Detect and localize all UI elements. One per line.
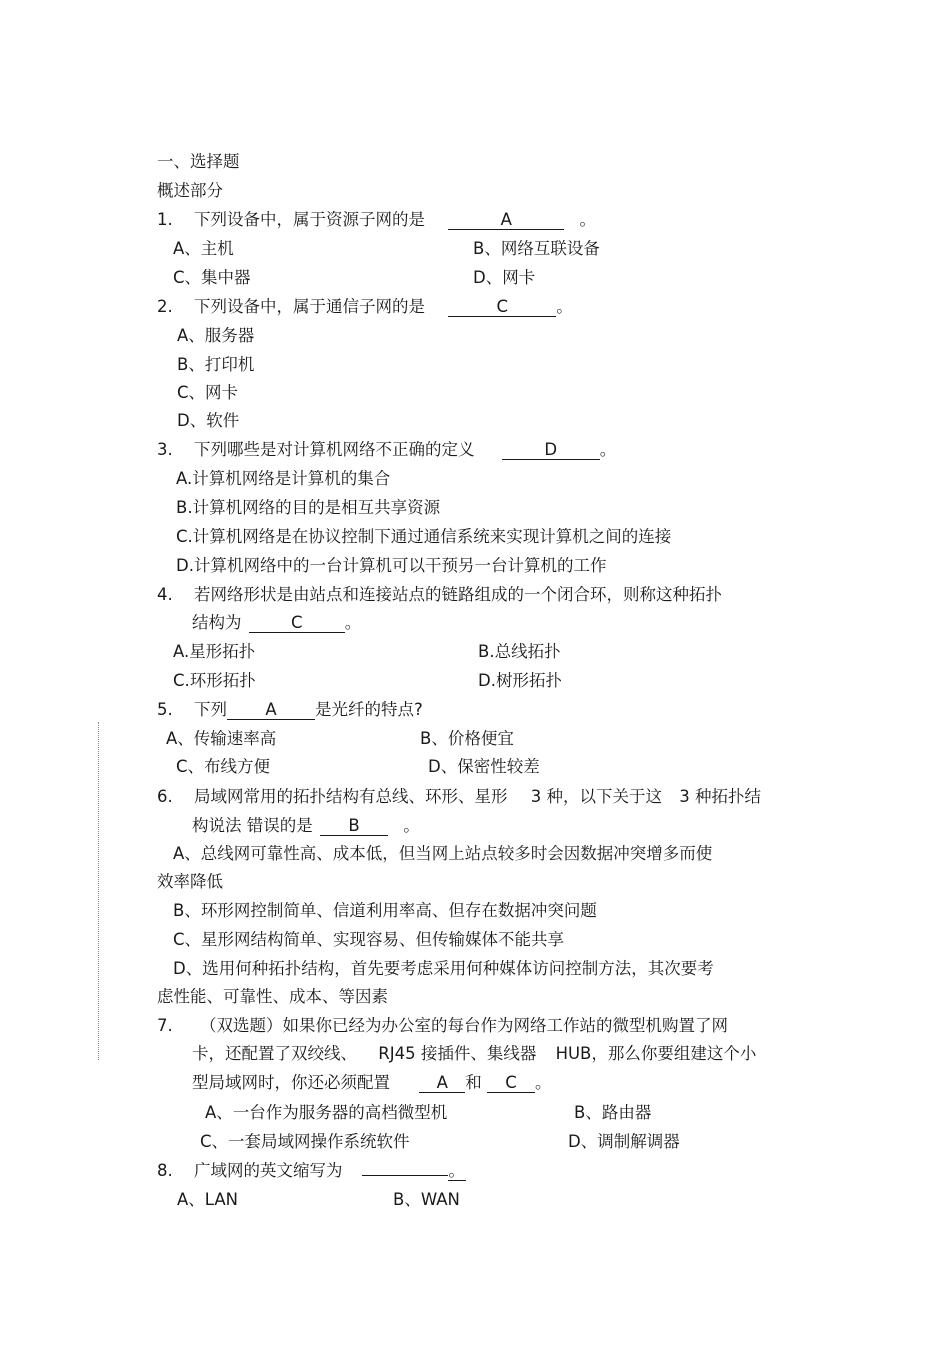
q6-option-a-line2: 效率降低 [157, 872, 223, 891]
q6-answer: B [320, 817, 388, 836]
q6-stem-line2 [192, 815, 420, 837]
section-title: 一、选择题 [157, 152, 240, 171]
q8-option-b: B、WAN [393, 1190, 460, 1209]
q7-stem2a: 卡，还配置了双绞线、 [192, 1044, 357, 1063]
q5-pre: 下列 [194, 700, 227, 719]
q6-end: 。 [403, 816, 420, 835]
q8-option-a: A、LAN [177, 1190, 238, 1209]
q7-number: 7. [157, 1016, 173, 1035]
q7-option-b: B、路由器 [574, 1103, 652, 1122]
q1-option-d: D、网卡 [473, 268, 536, 287]
q7-mid: 和 [465, 1073, 482, 1092]
q2-option-a: A、服务器 [177, 326, 255, 345]
q3-option-d: D.计算机网络中的一台计算机可以干预另一台计算机的工作 [176, 556, 607, 575]
q7-stem3: 型局域网时，你还必须配置 [192, 1073, 390, 1092]
margin-dotted-line [98, 722, 99, 1060]
question-7 [157, 1015, 728, 1037]
q6-stem1b: 3 种，以下关于这 [530, 787, 662, 806]
question-2 [157, 296, 573, 318]
q5-option-c: C、布线方便 [176, 757, 271, 776]
q1-option-b: B、网络互联设备 [473, 239, 600, 258]
q2-number: 2. [157, 297, 173, 316]
q5-answer: A [227, 701, 315, 720]
q6-stem1c: 3 种拓扑结 [679, 787, 761, 806]
q4-option-a: A.星形拓扑 [173, 642, 256, 661]
q1-end: 。 [579, 210, 596, 229]
q6-option-b: B、环形网控制简单、信道利用率高、但存在数据冲突问题 [173, 901, 597, 920]
q2-option-c: C、网卡 [177, 383, 239, 402]
q7-stem2b: RJ45 接插件、集线器 [378, 1044, 537, 1063]
q3-option-c: C.计算机网络是在协议控制下通过通信系统来实现计算机之间的连接 [176, 527, 672, 546]
q7-option-c: C、一套局域网操作系统软件 [200, 1132, 410, 1151]
q6-stem1: 局域网常用的拓扑结构有总线、环形、星形 [194, 787, 508, 806]
q4-number: 4. [157, 585, 173, 604]
q7-answer-1: A [419, 1074, 465, 1093]
q3-option-a: A.计算机网络是计算机的集合 [176, 469, 391, 488]
q2-option-d: D、软件 [177, 411, 240, 430]
q1-answer: A [448, 211, 564, 230]
q8-end: 。 [448, 1161, 465, 1180]
q2-stem: 下列设备中，属于通信子网的是 [194, 297, 425, 316]
q7-stem2c: HUB，那么你要组建这个小 [555, 1044, 757, 1063]
q7-stem1: （双选题）如果你已经为办公室的每台作为网络工作站的微型机购置了网 [200, 1016, 728, 1035]
q4-stem-line1: 若网络形状是由站点和连接站点的链路组成的一个闭合环，则称这种拓扑 [194, 585, 722, 604]
subsection-title: 概述部分 [157, 181, 223, 200]
q5-option-b: B、价格便宜 [420, 729, 514, 748]
q1-stem: 下列设备中，属于资源子网的是 [194, 210, 425, 229]
question-1 [157, 209, 596, 231]
q1-option-c: C、集中器 [173, 268, 251, 287]
q6-stem2: 构说法 错误的是 [192, 816, 313, 835]
q5-option-d: D、保密性较差 [428, 757, 540, 776]
q3-end: 。 [599, 440, 617, 459]
question-4 [157, 584, 722, 606]
q2-answer: C [448, 298, 556, 317]
q1-option-a: A、主机 [173, 239, 234, 258]
q3-answer: D [502, 441, 600, 460]
q6-option-d-line2: 虑性能、可靠性、成本、等因素 [157, 987, 388, 1006]
q7-answer-2: C [487, 1074, 535, 1093]
q5-number: 5. [157, 700, 173, 719]
q7-option-d: D、调制解调器 [568, 1132, 680, 1151]
q6-option-a-line1: A、总线网可靠性高、成本低，但当网上站点较多时会因数据冲突增多而使 [173, 844, 713, 863]
q4-stem2-text: 结构为 [192, 613, 242, 632]
q4-end: 。 [344, 613, 362, 632]
q6-option-d-line1: D、选用何种拓扑结构，首先要考虑采用何种媒体访问控制方法，其次要考 [173, 959, 714, 978]
q4-option-b: B.总线拓扑 [478, 642, 561, 661]
q3-number: 3. [157, 440, 173, 459]
q7-stem-line2 [192, 1043, 756, 1065]
q6-number: 6. [157, 787, 173, 806]
q2-end: 。 [556, 297, 573, 316]
question-3 [157, 439, 616, 461]
q1-number: 1. [157, 210, 173, 229]
q4-option-c: C.环形拓扑 [173, 671, 256, 690]
q7-option-a: A、一台作为服务器的高档微型机 [205, 1103, 448, 1122]
q2-option-b: B、打印机 [177, 355, 255, 374]
q5-post: 是光纤的特点? [315, 700, 423, 719]
q5-option-a: A、传输速率高 [166, 729, 277, 748]
q3-option-b: B.计算机网络的目的是相互共享资源 [176, 498, 441, 517]
q3-stem: 下列哪些是对计算机网络不正确的定义 [194, 440, 475, 459]
q7-stem-line3 [192, 1072, 552, 1094]
question-6 [157, 786, 761, 808]
q6-option-c: C、星形网结构简单、实现容易、但传输媒体不能共享 [173, 930, 565, 949]
q8-number: 8. [157, 1161, 173, 1180]
question-8 [157, 1160, 466, 1182]
question-5 [157, 699, 423, 721]
q8-stem: 广域网的英文缩写为 [194, 1161, 343, 1180]
q4-answer: C [249, 614, 345, 633]
q4-stem-line2 [192, 612, 361, 634]
q8-answer [362, 1175, 448, 1176]
q7-end: 。 [535, 1073, 552, 1092]
q4-option-d: D.树形拓扑 [478, 671, 562, 690]
